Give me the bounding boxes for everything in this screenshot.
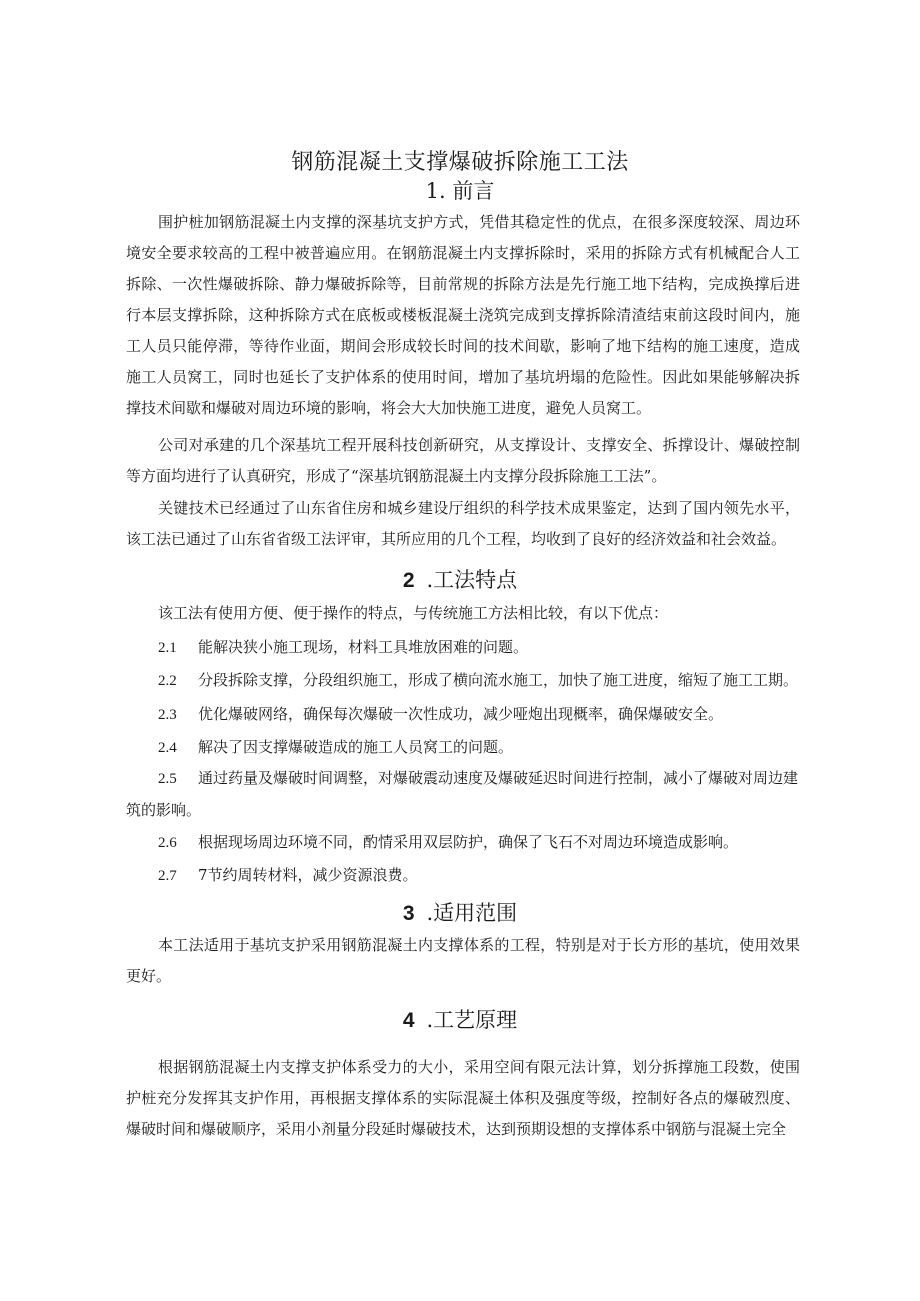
- feature-item-text: 分段拆除支撑，分段组织施工，形成了横向流水施工，加快了施工进度，缩短了施工工期。: [198, 671, 799, 689]
- feature-item: [158, 632, 800, 664]
- feature-item-number: 2.3: [158, 707, 177, 723]
- feature-item-number: 2.1: [158, 640, 177, 656]
- feature-item-text: 能解决狭小施工现场，材料工具堆放困难的问题。: [198, 638, 529, 656]
- feature-item-text: 7节约周转材料，减少资源浪费。: [198, 866, 418, 884]
- section-3-paragraph: 本工法适用于基坑支护采用钢筋混凝土内支撑体系的工程，特别是对于长方形的基坑，使用效果更好。: [126, 936, 800, 985]
- section-3-title: .适用范围: [426, 901, 518, 925]
- section-1-heading: 1. 前言: [425, 179, 495, 203]
- section-2-intro: 该工法有使用方便、便于操作的特点，与传统施工方法相比较，有以下优点：: [158, 604, 669, 622]
- feature-item: [158, 860, 800, 892]
- feature-item-number: 2.6: [158, 835, 177, 851]
- section-3-heading: [0, 898, 920, 929]
- section-1-paragraph-2: 公司对承建的几个深基坑工程开展科技创新研究，从支撑设计、支撑安全、拆撑设计、爆破控制等方面均进行了认真研究，形成了“深基坑钢筋混凝土内支撑分段拆除施工工法”。: [126, 436, 800, 485]
- section-2-title: .工法特点: [426, 568, 518, 592]
- section-4-number: 4: [402, 1009, 415, 1032]
- feature-item-number: 2.2: [158, 673, 177, 689]
- section-4-title: .工艺原理: [426, 1008, 518, 1032]
- section-1-paragraph-1: 围护桩加钢筋混凝土内支撑的深基坑支护方式，凭借其稳定性的优点，在很多深度较深、周边环境安全要求较高的工程中被普遍应用。在钢筋混凝土内支撑拆除时，采用的拆除方式有机械配合人工拆除、一次性爆破拆除、静力爆破拆除等，目前常规的拆除方法是先行施工地下结构，完成换撑后进行本层支撑拆除，这种拆除方式在底板或楼板混凝土浇筑完成到支撑拆除清渣结束前这段时间内，施工人员只能停滞，等待作业面，期间会形成较长时间的技术间歇，影响了地下结构的施工速度，造成施工人员窝工，同时也延长了支护体系的使用时间，增加了基坑坍塌的危险性。因此如果能够解决拆撑技术间歇和爆破对周边环境的影响，将会大大加快施工进度，避免人员窝工。: [126, 213, 800, 417]
- section-4-paragraph: 根据钢筋混凝土内支撑支护体系受力的大小，采用空间有限元法计算，划分拆撑施工段数，使围护桩充分发挥其支护作用，再根据支撑体系的实际混凝土体积及强度等级，控制好各点的爆破烈度、爆破时间和爆破顺序，采用小剂量分段延时爆破技术，达到预期设想的支撑体系中钢筋与混凝土完全: [126, 1058, 800, 1138]
- feature-item: [126, 763, 800, 826]
- section-2-number: 2: [402, 569, 415, 592]
- feature-item-text: 优化爆破网络，确保每次爆破一次性成功，减少哑炮出现概率，确保爆破安全。: [198, 705, 724, 723]
- feature-item-number: 2.7: [158, 868, 177, 884]
- document-title: 钢筋混凝土支撑爆破拆除施工工法: [291, 150, 629, 175]
- feature-item-number: 2.4: [158, 740, 177, 756]
- feature-item: [158, 699, 800, 731]
- section-2-heading: [0, 565, 920, 596]
- feature-item: [158, 732, 800, 764]
- feature-item-text: 根据现场周边环境不同，酌情采用双层防护，确保了飞石不对周边环境造成影响。: [198, 833, 739, 851]
- feature-item: [158, 665, 800, 697]
- section-1-paragraph-3: 关键技术已经通过了山东省住房和城乡建设厅组织的科学技术成果鉴定，达到了国内领先水平，该工法已通过了山东省省级工法评审，其所应用的几个工程，均收到了良好的经济效益和社会效益。: [126, 499, 800, 548]
- feature-item-number: 2.5: [158, 771, 177, 787]
- feature-item-text: 解决了因支撑爆破造成的施工人员窝工的问题。: [198, 738, 514, 756]
- section-3-number: 3: [402, 902, 415, 925]
- feature-item-text: 通过药量及爆破时间调整，对爆破震动速度及爆破延迟时间进行控制，减小了爆破对周边建筑的影响。: [126, 769, 799, 819]
- feature-item: [158, 827, 800, 859]
- section-4-heading: [0, 1005, 920, 1036]
